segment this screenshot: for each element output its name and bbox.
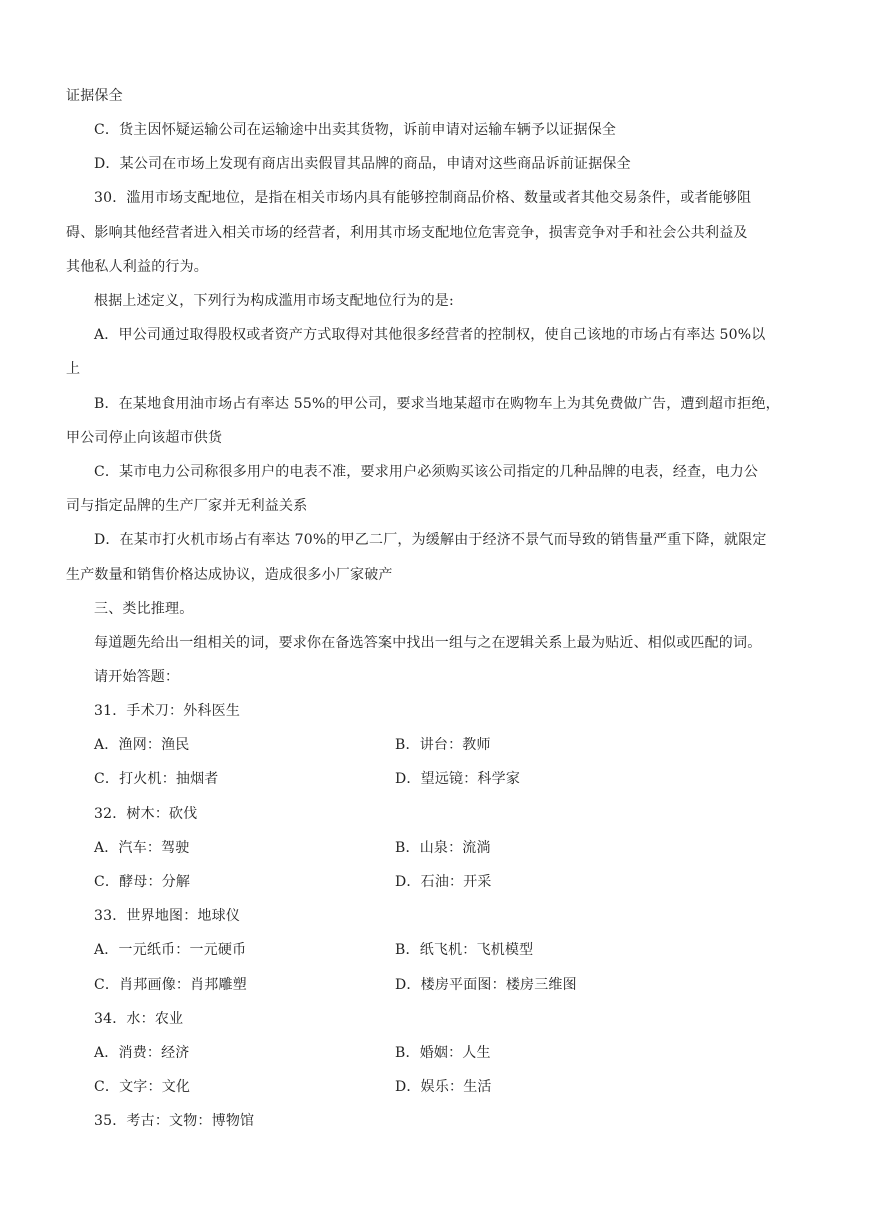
q33-option-a: A．一元纸币：一元硬币 bbox=[94, 942, 247, 958]
option-c-prev: C．货主因怀疑运输公司在运输途中出卖其货物，诉前申请对运输车辆予以证据保全 bbox=[94, 122, 617, 138]
section-heading: 三、类比推理。 bbox=[94, 601, 194, 617]
q30-option-d-cont: 生产数量和销售价格达成协议，造成很多小厂家破产 bbox=[66, 567, 393, 583]
q31-option-a: A．渔网：渔民 bbox=[94, 737, 190, 753]
q34-option-d: D．娱乐：生活 bbox=[395, 1079, 492, 1095]
q32-option-a: A．汽车：驾驶 bbox=[94, 840, 190, 856]
q30-definition-line-1: 30．滥用市场支配地位，是指在相关市场内具有能够控制商品价格、数量或者其他交易条件，或者能够阻 bbox=[94, 190, 752, 206]
q34-option-a: A．消费：经济 bbox=[94, 1045, 190, 1061]
q35-stem: 35．考古：文物：博物馆 bbox=[94, 1113, 255, 1129]
q30-option-b-cont: 甲公司停止向该超市供货 bbox=[66, 430, 223, 446]
section-instructions: 每道题先给出一组相关的词，要求你在备选答案中找出一组与之在逻辑关系上最为贴近、相似或匹配的词。 bbox=[94, 635, 762, 651]
q31-stem: 31．手术刀：外科医生 bbox=[94, 703, 241, 719]
q30-option-a-cont: 上 bbox=[66, 361, 81, 377]
section-start: 请开始答题： bbox=[94, 669, 180, 685]
q30-definition-line-2: 碍、影响其他经营者进入相关市场的经营者，利用其市场支配地位危害竞争，损害竞争对手和社会公共利益及 bbox=[66, 225, 748, 241]
q30-option-b: B．在某地食用油市场占有率达 55%的甲公司，要求当地某超市在购物车上为其免费做广告，遭到超市拒绝， bbox=[94, 396, 780, 412]
q31-option-c: C．打火机：抽烟者 bbox=[94, 771, 219, 787]
q30-option-c: C．某市电力公司称很多用户的电表不准，要求用户必须购买该公司指定的几种品牌的电表，经查，电力公 bbox=[94, 464, 759, 480]
q33-option-d: D．楼房平面图：楼房三维图 bbox=[395, 977, 577, 993]
q31-option-d: D．望远镜：科学家 bbox=[395, 771, 521, 787]
q30-definition-line-3: 其他私人利益的行为。 bbox=[66, 259, 208, 275]
q34-option-b: B．婚姻：人生 bbox=[395, 1045, 491, 1061]
q34-option-c: C．文字：文化 bbox=[94, 1079, 191, 1095]
q33-stem: 33．世界地图：地球仪 bbox=[94, 908, 241, 924]
q32-option-c: C．酵母：分解 bbox=[94, 874, 191, 890]
q30-option-c-cont: 司与指定品牌的生产厂家并无利益关系 bbox=[66, 498, 308, 514]
option-d-prev: D．某公司在市场上发现有商店出卖假冒其品牌的商品，申请对这些商品诉前证据保全 bbox=[94, 156, 631, 172]
q33-option-c: C．肖邦画像：肖邦雕塑 bbox=[94, 977, 247, 993]
q30-option-a: A．甲公司通过取得股权或者资产方式取得对其他很多经营者的控制权，使自己该地的市场占有率达 50%以 bbox=[94, 327, 766, 343]
text-line: 证据保全 bbox=[66, 88, 123, 104]
q33-option-b: B．纸飞机：飞机模型 bbox=[395, 942, 534, 958]
q34-stem: 34．水：农业 bbox=[94, 1011, 184, 1027]
q32-option-d: D．石油：开采 bbox=[395, 874, 492, 890]
q31-option-b: B．讲台：教师 bbox=[395, 737, 491, 753]
q30-prompt: 根据上述定义，下列行为构成滥用市场支配地位行为的是: bbox=[94, 293, 454, 309]
q32-option-b: B．山泉：流淌 bbox=[395, 840, 491, 856]
q30-option-d: D．在某市打火机市场占有率达 70%的甲乙二厂，为缓解由于经济不景气而导致的销售量严重下降，就限定 bbox=[94, 532, 767, 548]
q32-stem: 32．树木：砍伐 bbox=[94, 806, 198, 822]
